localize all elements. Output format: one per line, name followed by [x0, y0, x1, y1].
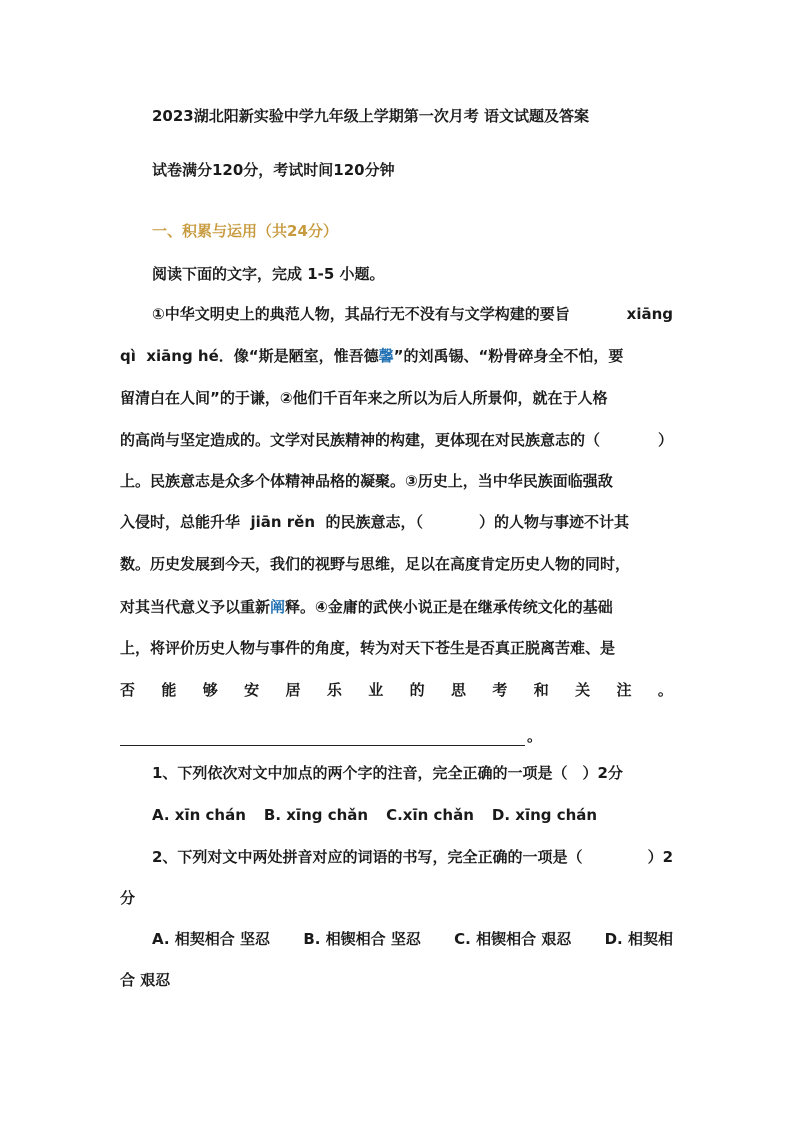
dotted-char: 阐	[270, 598, 286, 616]
passage-char: 和	[533, 681, 549, 699]
option-c: C. 相锲相合 艰忍	[454, 930, 572, 948]
passage-char: 思	[451, 681, 467, 699]
passage-text: 的高尚与坚定造成的。文学对民族精神的构建，更体现在对民族意志的（	[120, 431, 601, 449]
passage-char: 够	[202, 681, 218, 699]
question-2-continued: 分	[120, 889, 136, 907]
question-2-options	[152, 929, 673, 949]
pinyin-text: xiāng	[626, 305, 673, 323]
passage-line-8	[120, 597, 613, 617]
passage-text: 的民族意志，（	[325, 513, 423, 531]
question-1-options	[152, 805, 615, 825]
passage-end-mark: 。	[527, 727, 543, 745]
passage-text: 数。历史发展到今天，我们的视野与思维，足以在高度肯定历史人物的同时，	[120, 555, 631, 573]
passage-line-7	[120, 554, 630, 574]
passage-char: 关	[575, 681, 591, 699]
question-2-options-continued: 合 艰忍	[120, 971, 171, 989]
passage-text: 入侵时，总能升华	[120, 513, 241, 531]
passage-text: 对其当代意义予以重新	[120, 598, 271, 616]
pinyin-text: qì	[120, 347, 136, 365]
section-heading: 一、积累与运用（共24分）	[152, 222, 338, 240]
document-title: 2023湖北阳新实验中学九年级上学期第一次月考 语文试题及答案	[152, 107, 589, 125]
pinyin-text: jiān rěn	[250, 513, 316, 531]
question-text: ）2	[647, 848, 673, 866]
passage-text: ）的人物与事迹不计其	[479, 513, 630, 531]
option-a: A. 相契相合 坚忍	[152, 930, 271, 948]
option-d: D. 相契相	[604, 930, 673, 948]
passage-text: xiāng hé．像“斯是陋室，惟吾德	[146, 347, 379, 365]
passage-char: 注	[616, 681, 632, 699]
option-b: B. xīng chǎn	[263, 806, 369, 824]
passage-char: 否	[120, 681, 136, 699]
document-subtitle: 试卷满分120分，考试时间120分钟	[152, 161, 395, 179]
option-c: C.xīn chǎn	[386, 806, 474, 824]
passage-text: 上。民族意志是众多个体精神品格的凝聚。③历史上，当中华民族面临强敌	[120, 472, 613, 490]
passage-line-9	[120, 638, 615, 658]
passage-char: 安	[244, 681, 260, 699]
option-b: B. 相锲相合 坚忍	[303, 930, 421, 948]
passage-char: 能	[161, 681, 177, 699]
passage-text: ）	[657, 431, 673, 449]
passage-text: ①中华文明史上的典范人物，其品行无不没有与文学构建的要旨	[152, 305, 570, 323]
passage-line-6	[120, 512, 629, 532]
passage-char: 乐	[326, 681, 342, 699]
fill-in-blank	[120, 726, 542, 746]
answer-underline	[120, 733, 525, 746]
passage-text: ”的刘禹锡、“粉骨碎身全不怕，要	[393, 347, 624, 365]
passage-text: 留清白在人间”的于谦，②他们千百年来之所以为后人所景仰，就在于人格	[120, 389, 608, 407]
passage-text: 释。④金庸的武侠小说正是在继承传统文化的基础	[285, 598, 613, 616]
option-d: D. xīng chán	[491, 806, 598, 824]
passage-line-10	[120, 680, 673, 700]
reading-instruction: 阅读下面的文字，完成 1-5 小题。	[152, 265, 385, 283]
question-1: 1、下列依次对文中加点的两个字的注音，完全正确的一项是（ ）2分	[152, 764, 623, 782]
dotted-char: 馨	[378, 347, 394, 365]
passage-line-5	[120, 471, 613, 491]
passage-char: 考	[492, 681, 508, 699]
option-a: A. xīn chán	[152, 806, 246, 824]
passage-line-1	[152, 304, 673, 324]
passage-char: 的	[409, 681, 425, 699]
passage-line-2	[120, 346, 623, 366]
passage-char: 业	[368, 681, 384, 699]
passage-line-3	[120, 388, 608, 408]
question-text: 2、下列对文中两处拼音对应的词语的书写，完全正确的一项是（	[152, 848, 583, 866]
passage-char: 居	[285, 681, 301, 699]
passage-char: 。	[657, 681, 673, 699]
passage-text: 上，将评价历史人物与事件的角度，转为对天下苍生是否真正脱离苦难、是	[120, 639, 616, 657]
question-2	[152, 847, 673, 867]
passage-line-4	[120, 430, 673, 450]
